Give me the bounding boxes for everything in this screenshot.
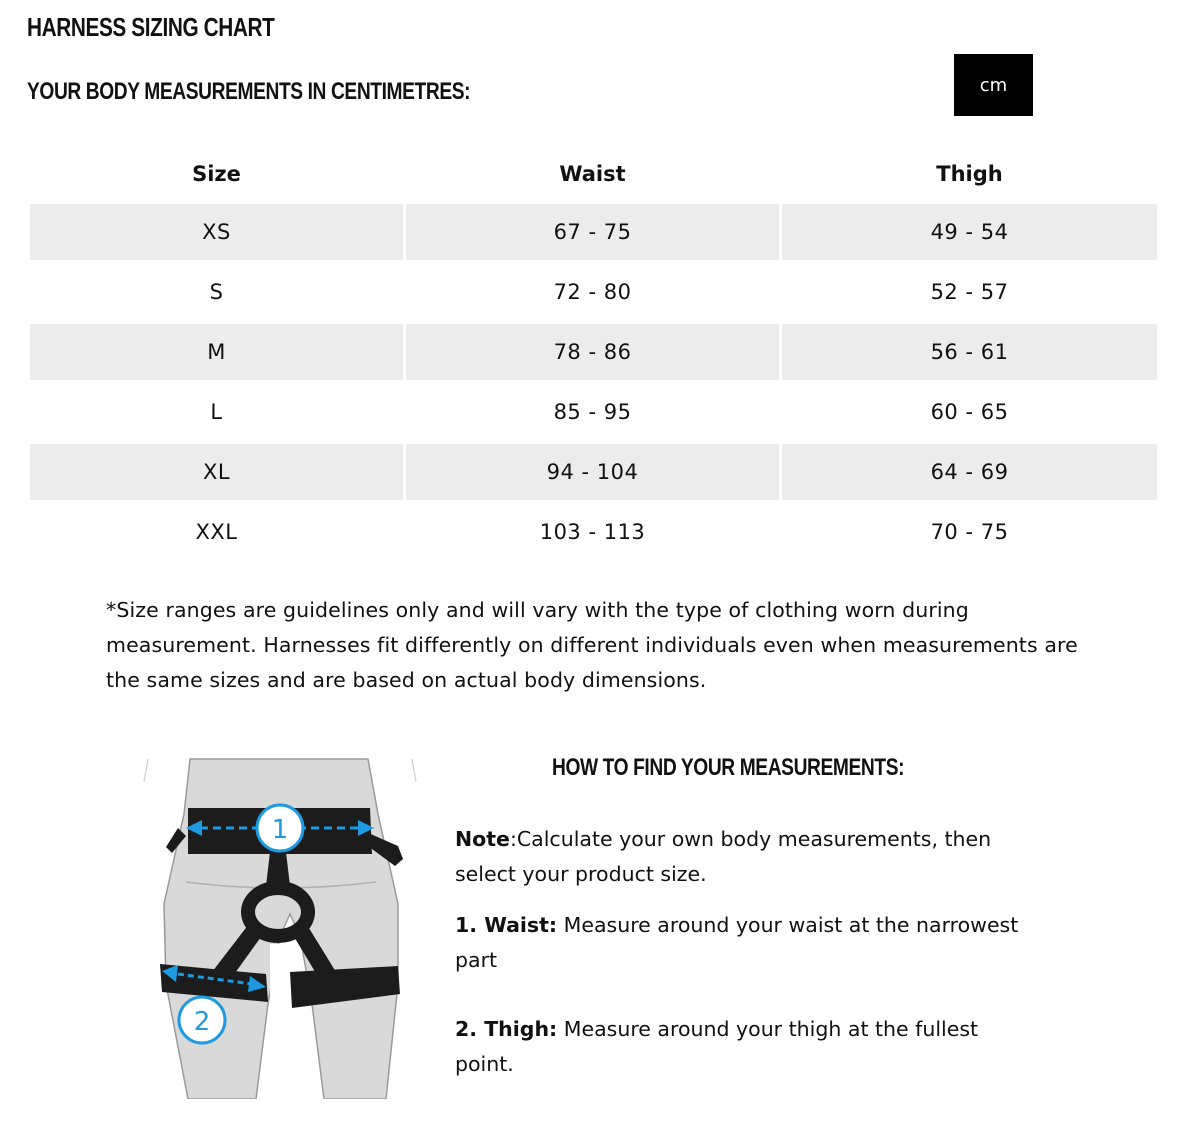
waist-instruction [455, 908, 1035, 978]
cell-waist: 94 - 104 [406, 444, 779, 500]
cell-size: S [209, 280, 224, 304]
waist-label: 1. Waist: [455, 913, 558, 937]
waist-marker-number: 1 [271, 815, 289, 845]
column-header-size: Size [192, 162, 241, 186]
cell-waist: 67 - 75 [406, 204, 779, 260]
cell-thigh: 60 - 65 [930, 400, 1009, 424]
thigh-marker-number: 2 [193, 1007, 211, 1037]
cell-size: L [210, 400, 223, 424]
cell-size: XL [30, 444, 403, 500]
note-paragraph [455, 822, 1035, 892]
column-header-waist: Waist [559, 162, 626, 186]
cell-waist: 103 - 113 [539, 520, 646, 544]
cell-waist: 72 - 80 [553, 280, 632, 304]
cell-waist: 78 - 86 [406, 324, 779, 380]
cell-size: M [30, 324, 403, 380]
sizing-table [30, 144, 1157, 564]
unit-toggle-button[interactable]: cm [954, 54, 1033, 116]
page-title: HARNESS SIZING CHART [27, 12, 275, 42]
thigh-text: Measure around your thigh at the fullest point. [455, 1017, 979, 1076]
cell-size: XS [30, 204, 403, 260]
thigh-instruction [455, 1012, 1035, 1082]
note-text: :Calculate your own body measurements, then select your product size. [455, 827, 992, 886]
size-disclaimer: *Size ranges are guidelines only and will vary with the type of clothing worn during measurement. Harnesses fit differently on different individuals even when measurements are the same sizes and are based on actual body dimensions. [106, 598, 1078, 692]
column-header-thigh: Thigh [936, 162, 1003, 186]
cell-thigh: 49 - 54 [782, 204, 1157, 260]
cell-thigh: 52 - 57 [930, 280, 1009, 304]
cell-thigh: 70 - 75 [930, 520, 1009, 544]
cell-thigh: 56 - 61 [782, 324, 1157, 380]
note-label: Note [455, 827, 510, 851]
measurements-subtitle: YOUR BODY MEASUREMENTS IN CENTIMETRES: [27, 78, 471, 105]
cell-waist: 85 - 95 [553, 400, 632, 424]
cell-size: XXL [195, 520, 238, 544]
waist-text: Measure around your waist at the narrowest part [455, 913, 1019, 972]
thigh-label: 2. Thigh: [455, 1017, 558, 1041]
harness-measurement-diagram [140, 754, 420, 1099]
howto-title: HOW TO FIND YOUR MEASUREMENTS: [552, 754, 905, 781]
cell-thigh: 64 - 69 [782, 444, 1157, 500]
